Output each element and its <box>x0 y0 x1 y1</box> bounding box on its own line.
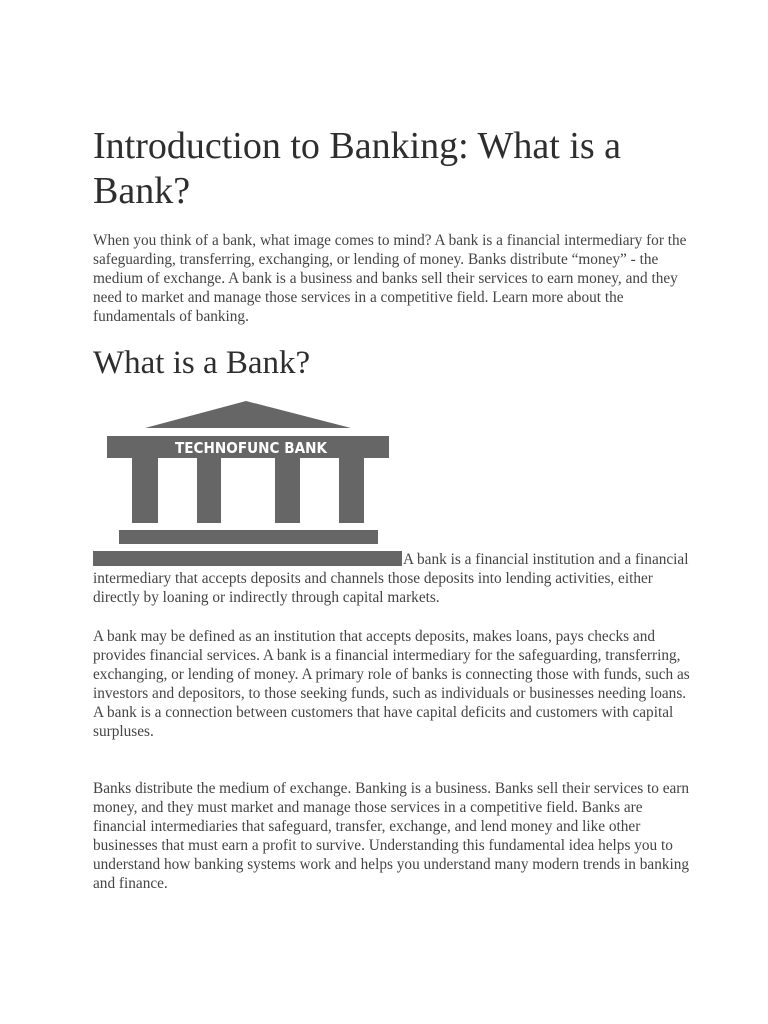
paragraph-3: Banks distribute the medium of exchange. Banking is a business. Banks sell their services to earn money, and they must market and manage those services in a competitive field. Banks are financial intermediaries that safeguard, transfer, exchange, and lend money and like other businesses that must earn a profit to survive. Understanding this fundamental idea helps you to understand how banking systems work and helps you understand many modern trends in banking and finance. <box>93 780 690 892</box>
bank-column <box>197 458 221 523</box>
bank-roof <box>145 401 351 428</box>
section-heading: What is a Bank? <box>93 345 311 381</box>
bank-column <box>339 458 364 523</box>
bank-step <box>119 530 378 544</box>
bank-column <box>275 458 300 523</box>
bank-building-icon <box>93 398 405 568</box>
paragraph-1: A bank is a financial institution and a financial intermediary that accepts deposits and channels those deposits into lending activities, either directly by loaning or indirectly through capital markets. <box>93 551 689 606</box>
bank-sign-text: TECHNOFUNC BANK <box>175 439 329 457</box>
paragraph-2: A bank may be defined as an institution that accepts deposits, makes loans, pays checks and provides financial services. A bank is a financial intermediary for the safeguarding, transferring, exchanging, or lending of money. A primary role of banks is connecting those with funds, such as investors and depositors, to those seeking funds, such as individuals or businesses needing loans. A bank is a connection between customers that have capital deficits and customers with capital surpluses. <box>93 628 690 740</box>
bank-column <box>132 458 158 523</box>
page-title: Introduction to Banking: What is a Bank? <box>93 125 622 212</box>
intro-paragraph: When you think of a bank, what image comes to mind? A bank is a financial intermediary for the safeguarding, transferring, exchanging, or lending of money. Banks distribute “money” - the medium of exchange. A bank is a business and banks sell their services to earn money, and they need to market and manage those services in a competitive field. Learn more about the fundamentals of banking. <box>93 232 687 325</box>
